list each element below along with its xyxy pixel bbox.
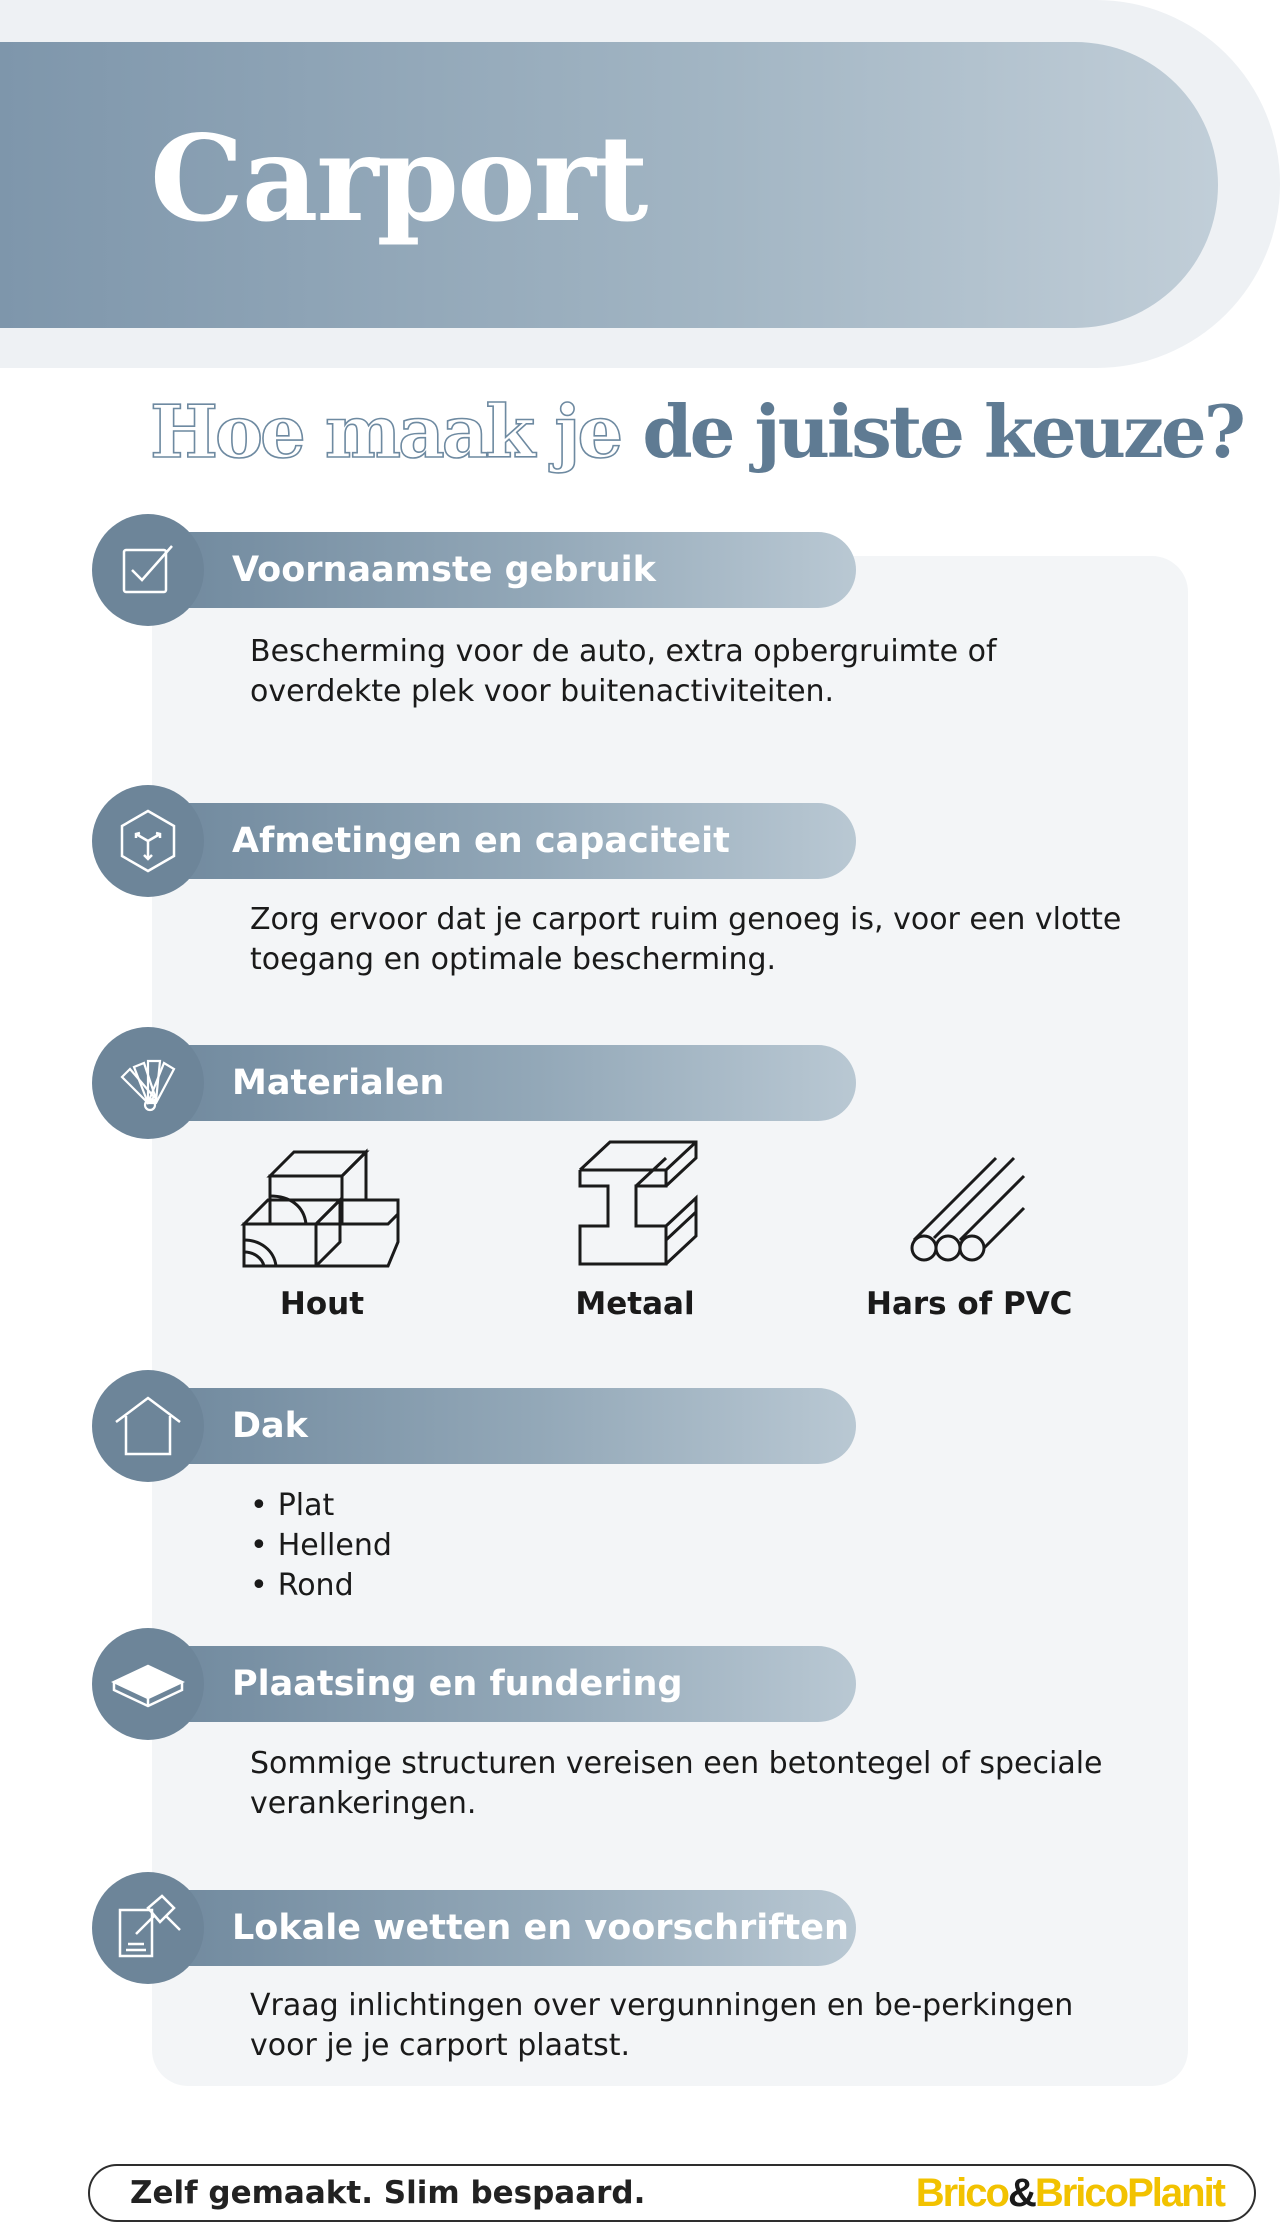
material-pvc bbox=[866, 1140, 1073, 1322]
color-swatch-icon bbox=[92, 1027, 204, 1139]
material-metal bbox=[568, 1140, 702, 1322]
house-icon bbox=[92, 1370, 204, 1482]
subtitle-outline-part: Hoe maak je bbox=[150, 389, 621, 474]
subtitle-solid-part: de juiste keuze? bbox=[642, 389, 1243, 474]
subtitle bbox=[150, 389, 1250, 474]
roof-type-list bbox=[250, 1486, 392, 1606]
list-item: • Hellend bbox=[250, 1526, 392, 1566]
section-heading-placement: Plaatsing en fundering bbox=[150, 1646, 856, 1722]
section-heading-roof: Dak bbox=[150, 1388, 856, 1464]
material-wood bbox=[232, 1140, 412, 1322]
section-text-regulations: Vraag inlichtingen over vergunningen en be-perkingen voor je je carport plaatst. bbox=[250, 1988, 1074, 2063]
footer-bar bbox=[88, 2164, 1256, 2222]
section-heading-usage: Voornaamste gebruik bbox=[150, 532, 856, 608]
material-label: Hout bbox=[279, 1286, 365, 1322]
pvc-pipes-icon bbox=[906, 1140, 1026, 1270]
concrete-slab-icon bbox=[92, 1628, 204, 1740]
list-item: • Rond bbox=[250, 1566, 392, 1606]
brand-logo bbox=[916, 2166, 1224, 2220]
list-item: • Plat bbox=[250, 1486, 392, 1526]
metal-ibeam-icon bbox=[568, 1140, 702, 1270]
gavel-document-icon bbox=[92, 1872, 204, 1984]
section-heading-dimensions: Afmetingen en capaciteit bbox=[150, 803, 856, 879]
checkbox-icon bbox=[92, 514, 204, 626]
logo-ampersand: & bbox=[1007, 2171, 1035, 2215]
section-heading-materials: Materialen bbox=[150, 1045, 856, 1121]
section-heading-regulations: Lokale wetten en voorschriften bbox=[150, 1890, 856, 1966]
section-text-dimensions: Zorg ervoor dat je carport ruim genoeg is, voor een vlotte toegang en optimale bescherming. bbox=[250, 902, 1122, 977]
page-title: Carport bbox=[150, 109, 647, 248]
footer-tagline: Zelf gemaakt. Slim bespaard. bbox=[130, 2175, 646, 2211]
material-label: Hars of PVC bbox=[866, 1286, 1073, 1322]
material-label: Metaal bbox=[575, 1286, 695, 1322]
section-text-usage: Bescherming voor de auto, extra opbergruimte of overdekte plek voor buitenactiviteiten. bbox=[250, 634, 997, 709]
section-text-placement: Sommige structuren vereisen een betontegel of speciale verankeringen. bbox=[250, 1746, 1103, 1821]
logo-brico: Brico bbox=[915, 2171, 1008, 2215]
logo-bricoplanit: BricoPlanit bbox=[1034, 2171, 1224, 2215]
box-dimensions-icon bbox=[92, 785, 204, 897]
wood-beams-icon bbox=[240, 1140, 404, 1270]
